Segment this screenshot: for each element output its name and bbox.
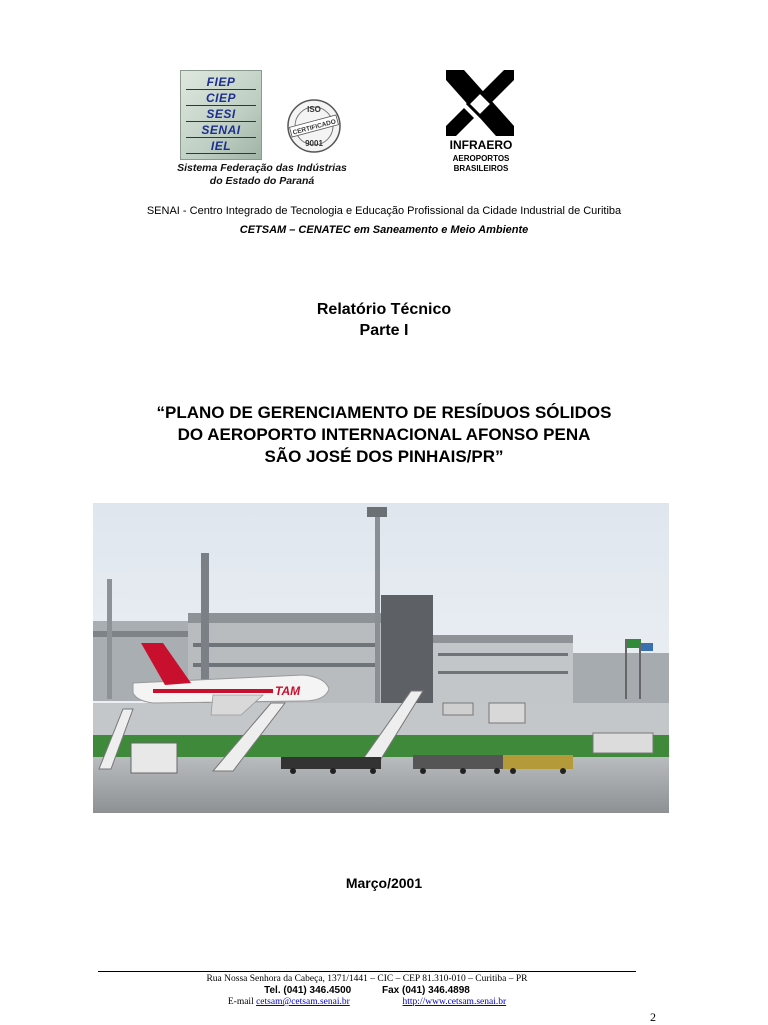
footer-phones — [0, 985, 734, 996]
report-title-line1: Relatório Técnico — [316, 301, 452, 318]
aircraft-livery: TAM — [275, 684, 301, 698]
plan-title-line1: “PLANO DE GERENCIAMENTO DE RESÍDUOS SÓLIDOS — [156, 403, 612, 422]
footer-divider — [98, 971, 636, 972]
footer-email-link[interactable]: cetsam@cetsam.senai.br — [256, 997, 350, 1007]
footer-website-link[interactable]: http://www.cetsam.senai.br — [402, 997, 507, 1007]
sesi-logo-word: SESI — [186, 108, 256, 122]
ciep-logo-word: CIEP — [186, 92, 256, 106]
report-title — [0, 299, 768, 341]
fiep-caption-line2: do Estado do Paraná — [209, 175, 315, 187]
infraero-sub2: BRASILEIROS — [453, 164, 509, 173]
footer-contacts — [0, 997, 734, 1008]
fiep-logo — [176, 68, 352, 192]
page-number: 2 — [650, 1010, 656, 1024]
infraero-emblem-icon — [440, 68, 522, 138]
footer-fax: Fax (041) 346.4898 — [382, 985, 470, 996]
iso-seal-top: ISO — [307, 105, 321, 114]
center-name-line: CETSAM – CENATEC em Saneamento e Meio Ambiente — [239, 224, 529, 236]
report-date: Março/2001 — [345, 875, 423, 891]
infraero-sub1: AEROPORTOS — [452, 154, 510, 163]
iso-seal-icon — [286, 98, 342, 154]
plan-title — [0, 402, 768, 468]
infraero-subtitle — [440, 154, 522, 174]
footer-email-label: E-mail — [227, 997, 254, 1007]
report-title-line2: Parte I — [359, 322, 409, 339]
iso-seal-middle: CERTIFICADO — [292, 118, 337, 137]
senai-logo-word: SENAI — [186, 124, 256, 138]
footer-tel: Tel. (041) 346.4500 — [264, 985, 352, 996]
fiep-caption-line1: Sistema Federação das Indústrias — [177, 162, 347, 174]
plan-title-line3: SÃO JOSÉ DOS PINHAIS/PR” — [264, 447, 504, 466]
infraero-name: INFRAERO — [449, 138, 513, 152]
fiep-logo-word: FIEP — [186, 76, 256, 90]
footer-address: Rua Nossa Senhora da Cabeça, 1371/1441 – CIC – CEP 81.310-010 – Curitiba – PR — [206, 974, 528, 984]
airport-illustration — [93, 503, 669, 813]
iso-seal-bottom: 9001 — [305, 139, 323, 148]
infraero-logo — [440, 68, 522, 176]
iel-logo-word: IEL — [186, 140, 256, 154]
airport-photo — [93, 503, 669, 813]
plan-title-line2: DO AEROPORTO INTERNACIONAL AFONSO PENA — [177, 425, 591, 444]
fiep-caption — [176, 162, 348, 188]
institution-line: SENAI - Centro Integrado de Tecnologia e Educação Profissional da Cidade Industrial de Curitiba — [146, 205, 622, 217]
